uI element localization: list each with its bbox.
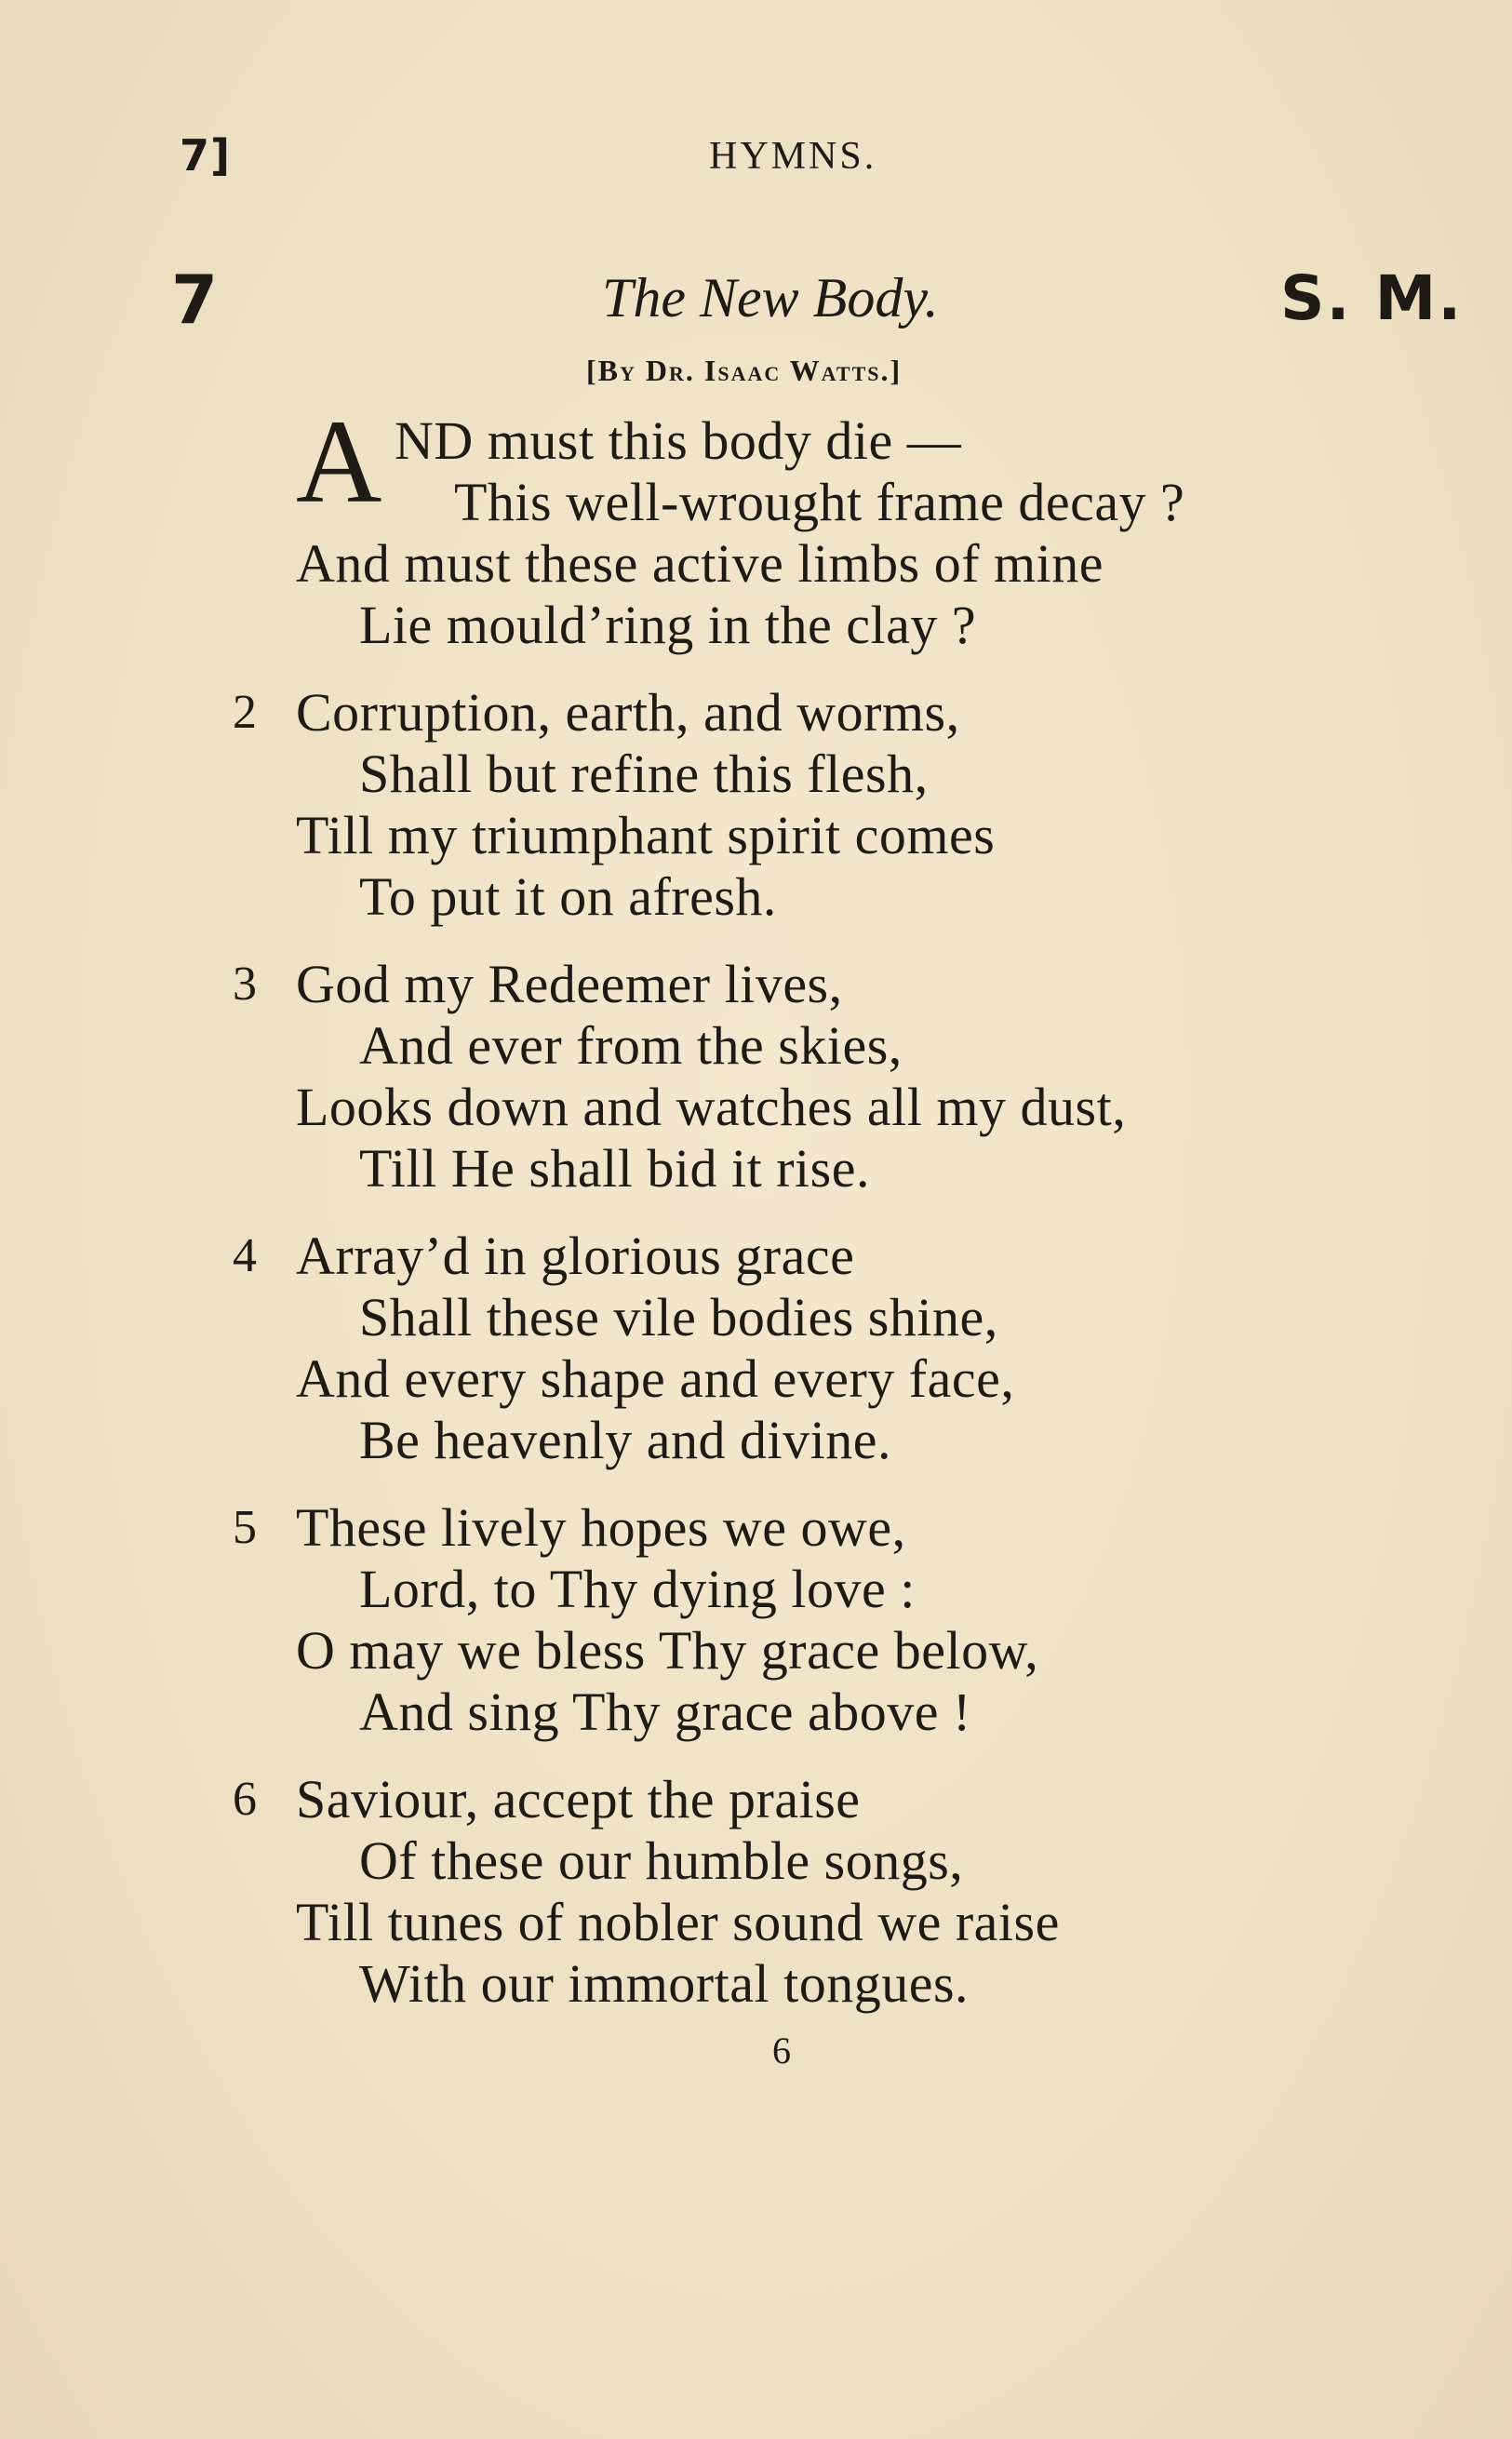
running-head bbox=[0, 130, 1512, 186]
verse-line: Of these our humble songs, bbox=[359, 1830, 964, 1891]
hymn-title: The New Body. bbox=[602, 267, 939, 328]
stanza-number: 2 bbox=[233, 686, 257, 739]
verse-line: This well-wrought frame decay ? bbox=[454, 472, 1185, 532]
verse-line: Shall but refine this flesh, bbox=[359, 744, 929, 804]
hymn-meter: S. M. bbox=[1280, 262, 1464, 334]
verse-line: Lord, to Thy dying love : bbox=[359, 1559, 916, 1619]
verse-line: And ever from the skies, bbox=[359, 1015, 903, 1076]
verse-line: Looks down and watches all my dust, bbox=[296, 1077, 1127, 1137]
hymn-title-row bbox=[0, 261, 1512, 344]
stanza-number: 4 bbox=[233, 1229, 257, 1282]
stanza-number: 6 bbox=[233, 1773, 257, 1826]
running-head-hymn-number: 7] bbox=[180, 130, 232, 181]
hymn-number: 7 bbox=[171, 261, 219, 339]
verse-line: Array’d in glorious grace bbox=[296, 1226, 855, 1286]
verse-line: Be heavenly and divine. bbox=[359, 1410, 891, 1470]
verse-line: Till my triumphant spirit comes bbox=[296, 805, 996, 865]
verse-line: Till He shall bid it rise. bbox=[359, 1138, 870, 1199]
verse-line: ND must this body die — bbox=[395, 410, 962, 471]
verse-line: With our immortal tongues. bbox=[359, 1953, 970, 2014]
verse-line: Lie mould’ring in the clay ? bbox=[359, 595, 977, 655]
page-number: 6 bbox=[772, 2030, 791, 2071]
verse-line: O may we bless Thy grace below, bbox=[296, 1620, 1039, 1681]
stanza-number: 5 bbox=[233, 1501, 257, 1554]
drop-cap: A bbox=[296, 395, 382, 528]
verse-line: Saviour, accept the praise bbox=[296, 1769, 861, 1829]
running-head-title: HYMNS. bbox=[709, 135, 877, 178]
verse-line: Shall these vile bodies shine, bbox=[359, 1287, 998, 1347]
verse-line: And every shape and every face, bbox=[296, 1348, 1015, 1409]
hymn-author: [By Dr. Isaac Watts.] bbox=[586, 354, 903, 387]
verse-line: To put it on afresh. bbox=[359, 866, 777, 927]
verse-line: These lively hopes we owe, bbox=[296, 1497, 906, 1558]
verse-line: And sing Thy grace above ! bbox=[359, 1682, 971, 1742]
verse-line: Till tunes of nobler sound we raise bbox=[296, 1892, 1060, 1952]
verse-line: Corruption, earth, and worms, bbox=[296, 682, 960, 743]
verse-line: And must these active limbs of mine bbox=[296, 533, 1104, 594]
stanza-number: 3 bbox=[233, 958, 257, 1011]
verse-line: God my Redeemer lives, bbox=[296, 954, 843, 1014]
